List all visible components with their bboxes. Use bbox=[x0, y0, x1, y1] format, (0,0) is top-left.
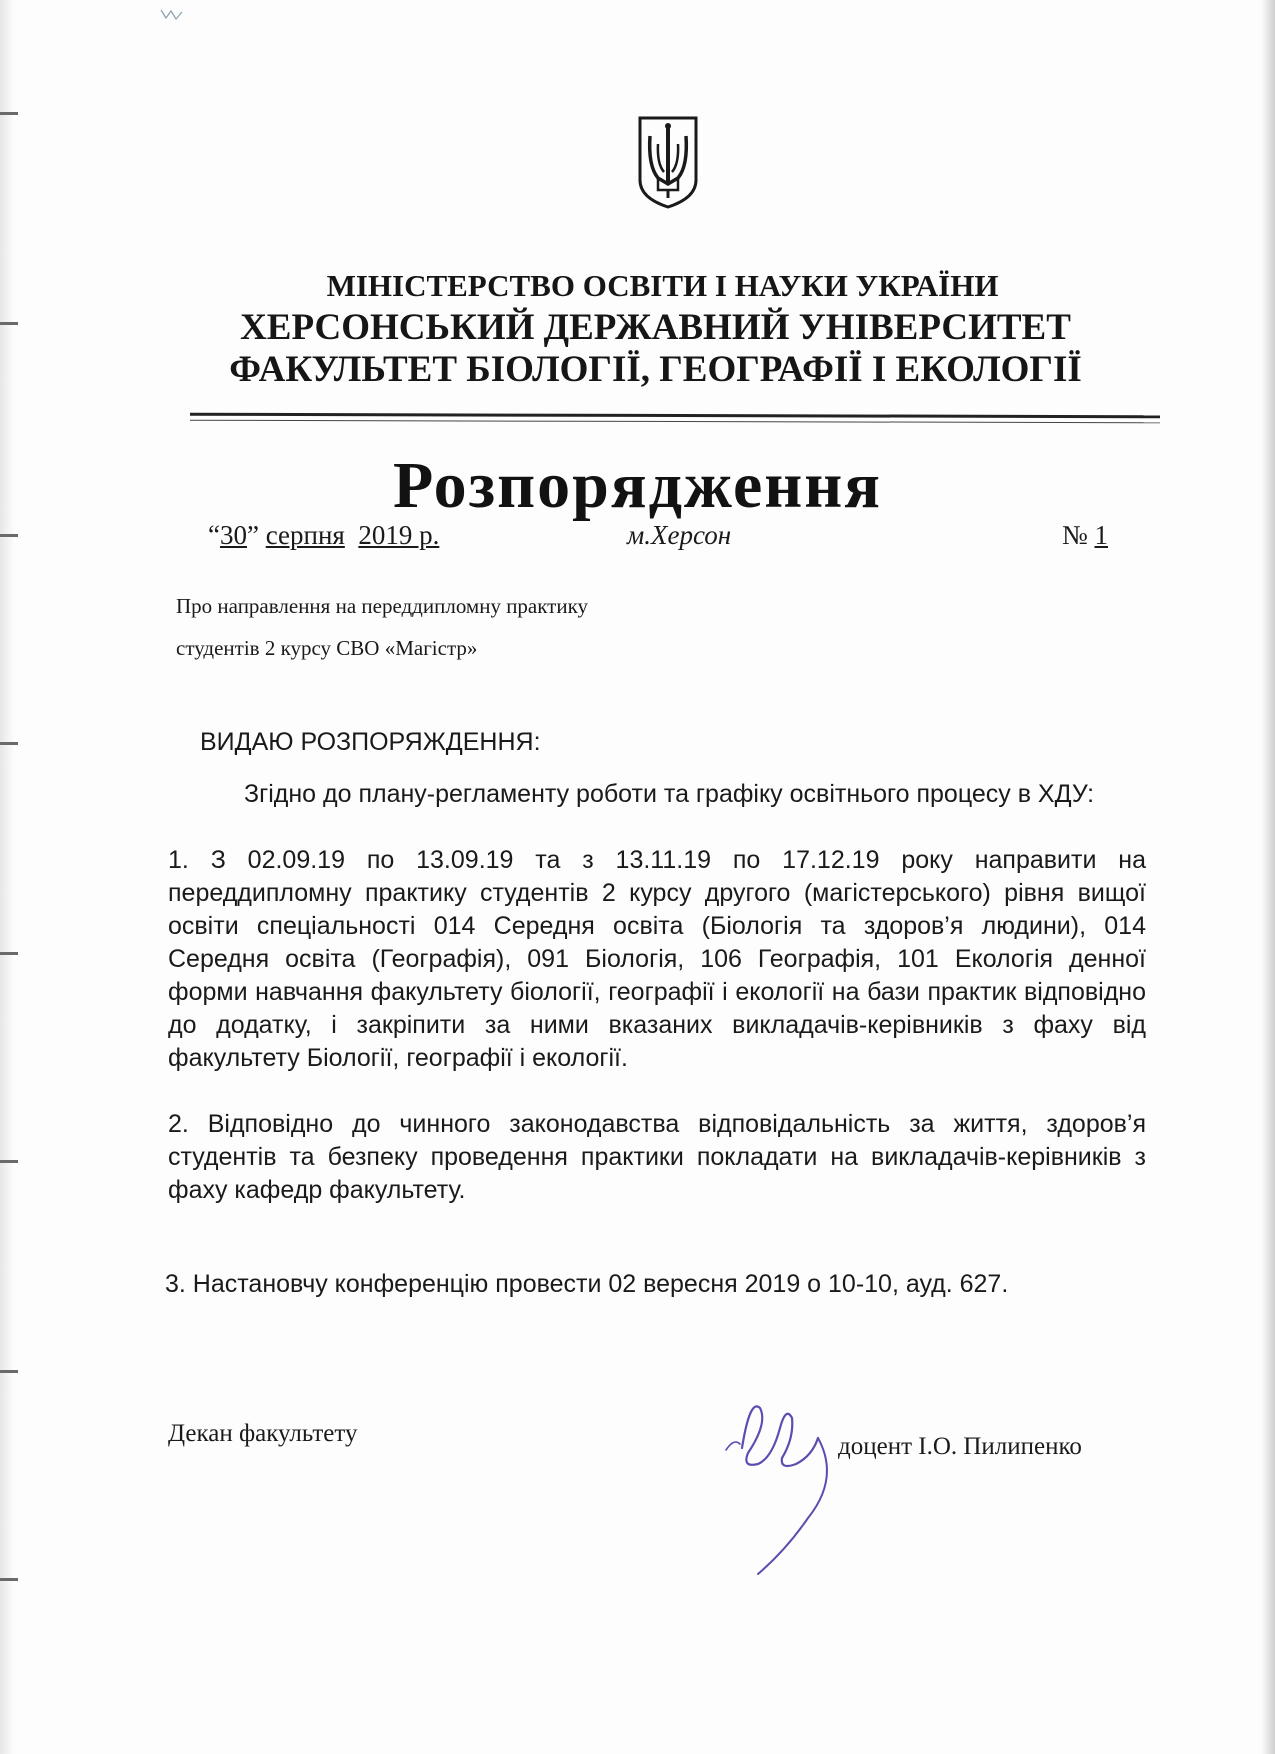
number-prefix: № bbox=[1062, 520, 1088, 550]
order-item-1: 1. З 02.09.19 по 13.09.19 та з 13.11.19 по 17.12.19 року направити на переддипломну практику студентів 2 курсу другого (магістерського) рівня вищої освіти спеціальності 014 Середня освіта (Біологія та здоров’я людини), 014 Середня освіта (Географія), 091 Біологія, 106 Географія, 101 Екологія денної форми навчання факультету біології, географії і екології на бази практик відповідно до додатку, і закріпити за ними вказаних викладачів-керівників з фаху від факультету Біології, географії і екології. bbox=[168, 846, 1146, 1072]
order-heading: ВИДАЮ РОЗПОРЯЖДЕННЯ: bbox=[200, 728, 541, 756]
scan-artifact-icon bbox=[160, 8, 184, 22]
signatory-name: доцент І.О. Пилипенко bbox=[838, 1433, 1082, 1460]
binder-mark bbox=[0, 322, 18, 325]
subject-line: студентів 2 курсу СВО «Магістр» bbox=[176, 636, 478, 660]
binder-mark bbox=[0, 1370, 18, 1373]
date-open-quote: “ bbox=[208, 520, 220, 550]
header-divider bbox=[190, 413, 1160, 419]
scan-edge-right bbox=[1261, 0, 1275, 1754]
order-item-3: 3. Настановчу конференцію провести 02 вересня 2019 о 10-10, ауд. 627. bbox=[165, 1270, 1009, 1298]
binder-mark bbox=[0, 1578, 18, 1581]
document-number bbox=[1062, 520, 1108, 551]
document-title: Розпорядження bbox=[392, 449, 883, 522]
subject-line: Про направлення на переддипломну практику bbox=[176, 594, 589, 618]
binder-mark bbox=[0, 1160, 18, 1163]
signatory-role: Декан факультету bbox=[168, 1420, 358, 1447]
date-close-quote: ” bbox=[246, 520, 259, 550]
date-year: 2019 р. bbox=[358, 520, 440, 550]
document-date bbox=[208, 520, 439, 551]
document-city: м.Херсон bbox=[627, 520, 732, 550]
coat-of-arms-icon bbox=[636, 114, 700, 210]
order-item-2: 2. Відповідно до чинного законодавства відповідальність за життя, здоров’я студентів та безпеку проведення практики покладати на викладачів-керівників з фаху кафедр факультету. bbox=[168, 1110, 1146, 1204]
binder-mark bbox=[0, 952, 18, 955]
binder-mark bbox=[0, 112, 18, 115]
binder-mark bbox=[0, 742, 18, 745]
number-value: 1 bbox=[1094, 520, 1109, 550]
date-month: серпня bbox=[265, 520, 345, 550]
intro-paragraph: Згідно до плану-регламенту роботи та графіку освітнього процесу в ХДУ: bbox=[244, 780, 1095, 808]
header-divider-thin bbox=[190, 420, 1160, 424]
handwritten-signature bbox=[720, 1378, 870, 1578]
faculty-name: ФАКУЛЬТЕТ БІОЛОГІЇ, ГЕОГРАФІЇ І ЕКОЛОГІЇ bbox=[229, 349, 1082, 390]
ministry-name: МІНІСТЕРСТВО ОСВІТИ І НАУКИ УКРАЇНИ bbox=[326, 268, 999, 303]
scan-edge-left bbox=[0, 0, 14, 1754]
date-day: 30 bbox=[219, 520, 247, 550]
binder-mark bbox=[0, 534, 18, 537]
university-name: ХЕРСОНСЬКИЙ ДЕРЖАВНИЙ УНІВЕРСИТЕТ bbox=[240, 307, 1071, 348]
